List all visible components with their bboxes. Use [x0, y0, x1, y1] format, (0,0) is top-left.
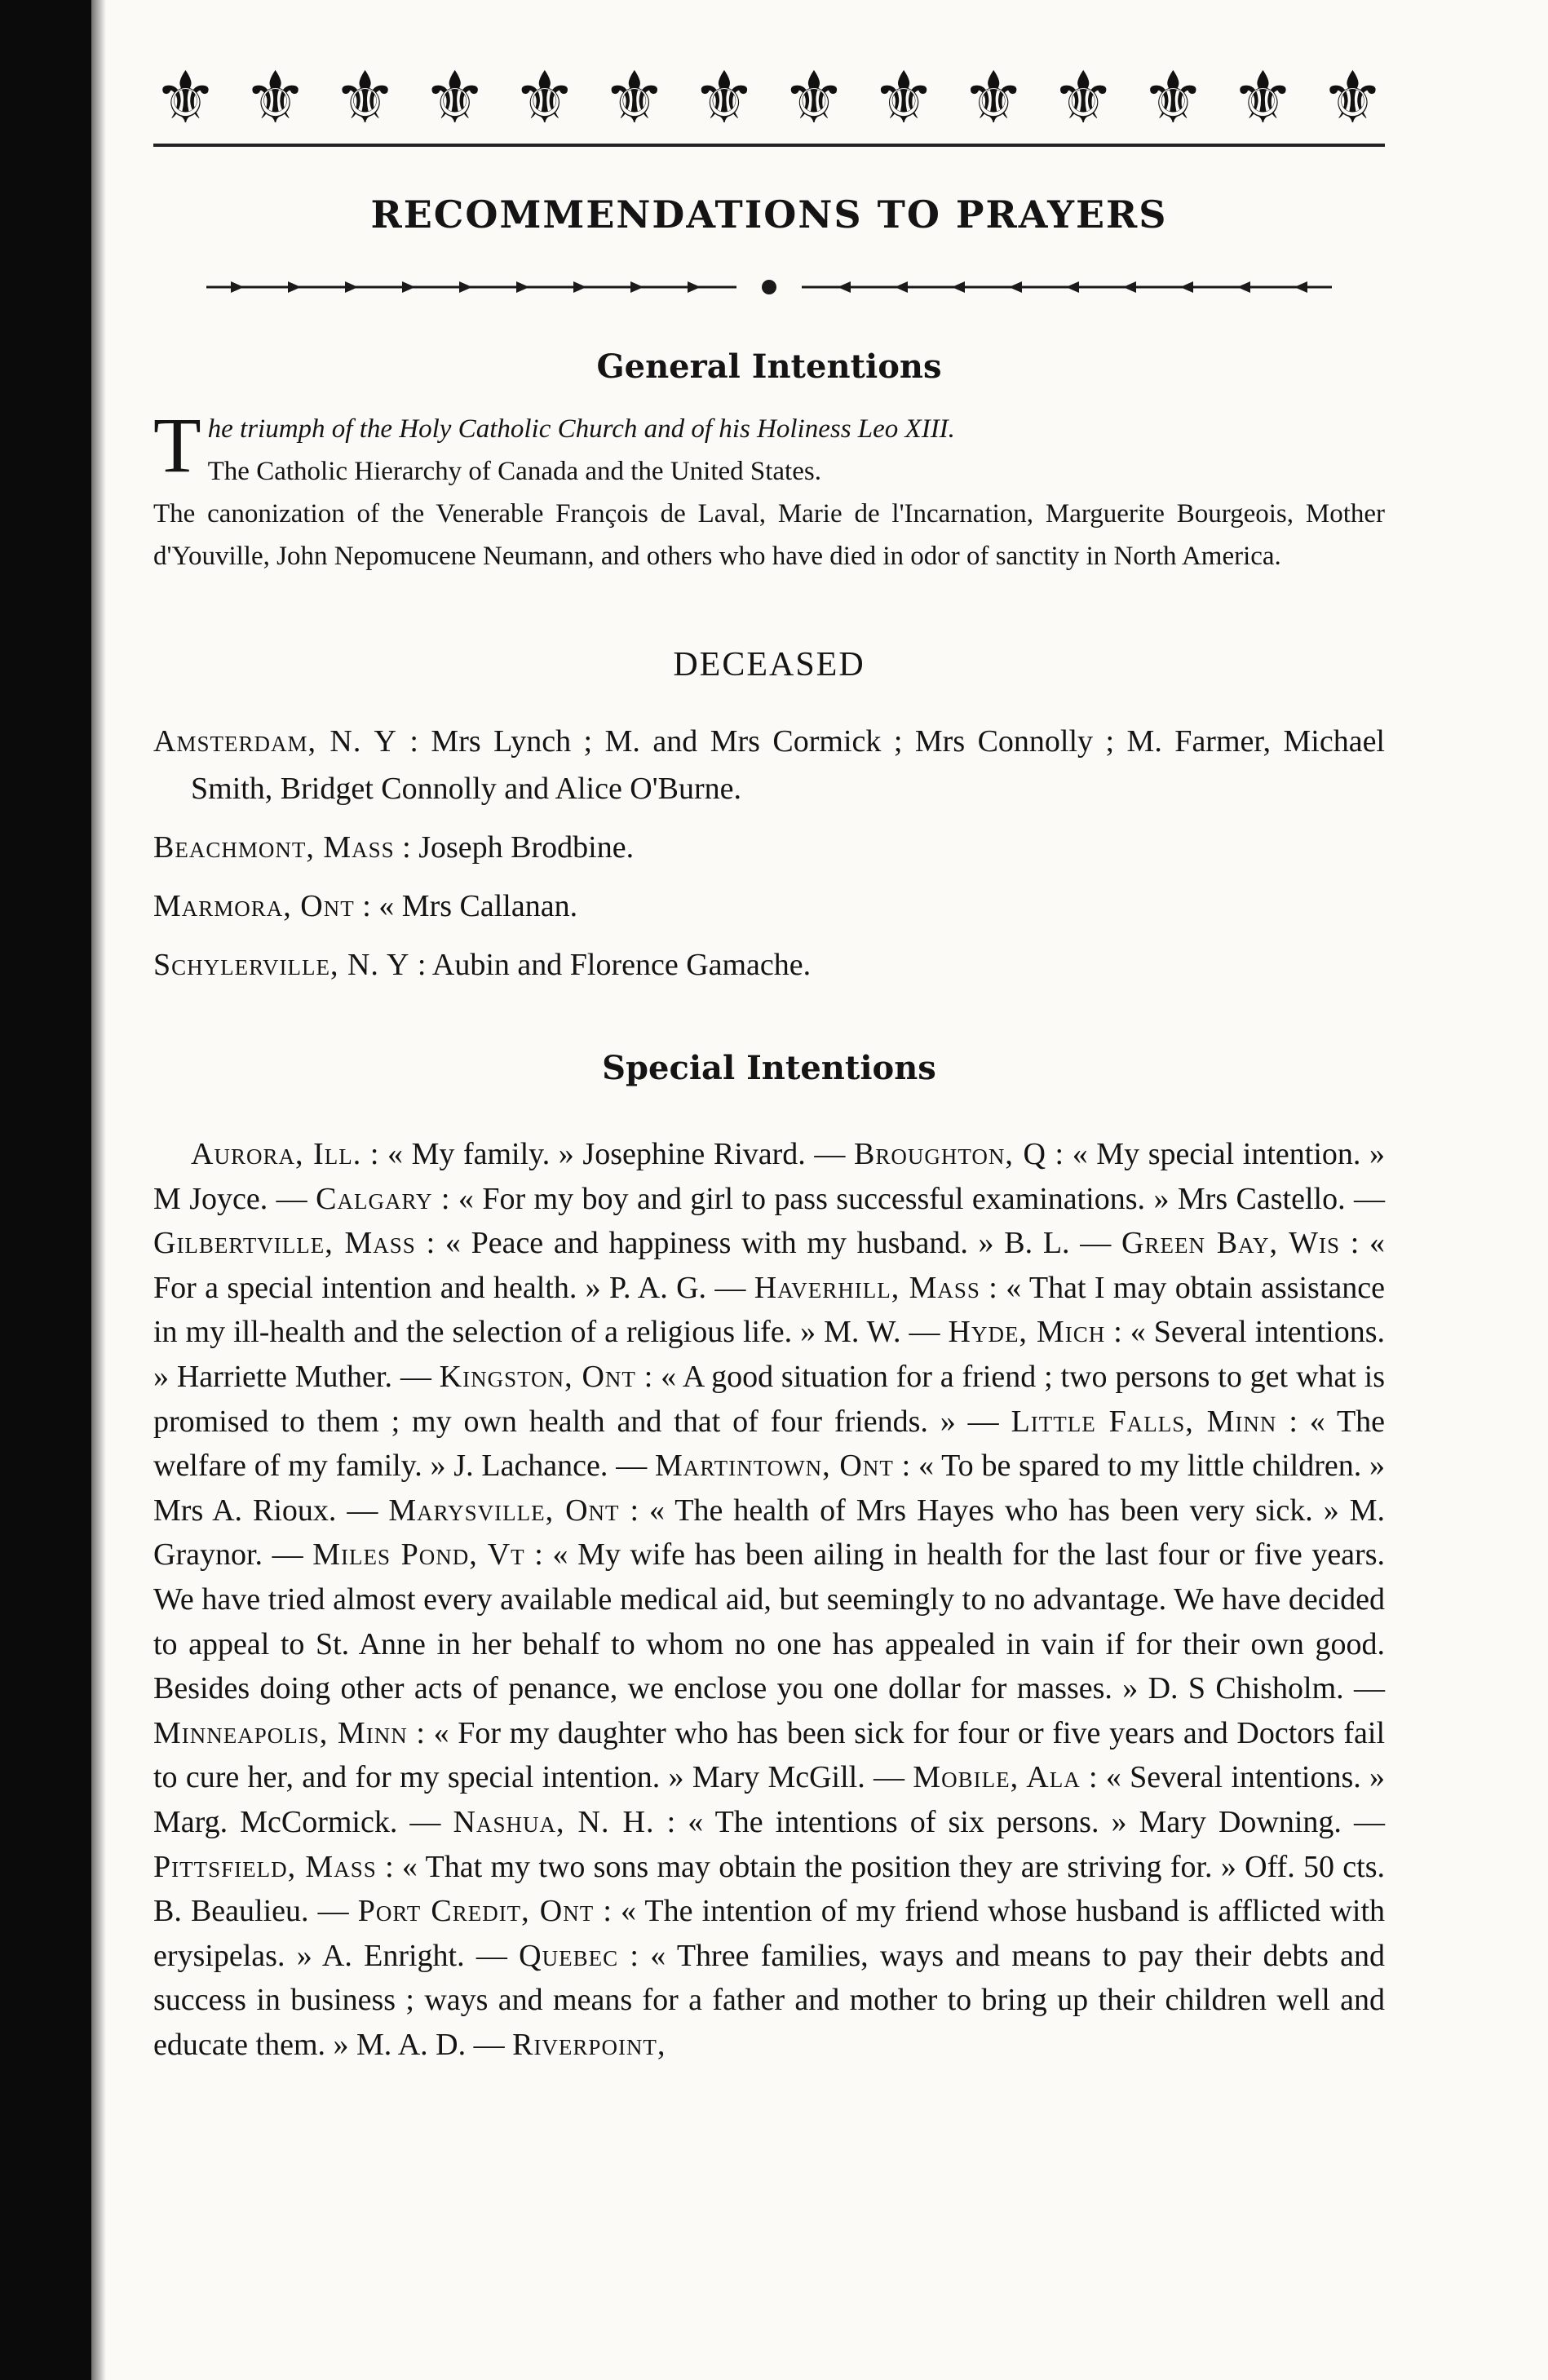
general-line-2: The Catholic Hierarchy of Canada and the United States. — [207, 457, 821, 486]
list-item — [153, 718, 1385, 812]
place-name: Beachmont, Mass — [153, 830, 395, 865]
place-name: Port Credit, Ont — [357, 1894, 595, 1929]
entry-text: : Mrs Lynch ; M. and Mrs Cormick ; Mrs Connolly ; M. Farmer, Michael Smith, Bridget Connolly and Alice O'Burne. — [191, 724, 1385, 806]
deceased-heading: DECEASED — [673, 646, 865, 683]
fleur-de-lis-icon: ⚜ — [781, 55, 847, 139]
fleur-de-lis-icon: ⚜ — [243, 55, 307, 139]
place-name: Kingston, Ont — [439, 1359, 636, 1394]
place-name: Martintown, Ont — [655, 1449, 894, 1484]
list-item — [153, 883, 1385, 930]
entry-text: , — [657, 2027, 666, 2062]
place-name: Aurora, Ill. — [191, 1137, 362, 1171]
entry-text: : « My special intention. » M Joyce. — — [153, 1137, 1385, 1216]
entry-text: : « A good situation for a friend ; two persons to get what is promised to them ; my own health and that of four friends. » — — [153, 1359, 1385, 1439]
place-name: Gilbertville, Mass — [153, 1226, 416, 1261]
ornamental-divider — [153, 279, 1385, 295]
entry-text: : « Mrs Callanan. — [362, 889, 578, 923]
entry-text: : « That my two sons may obtain the position they are striving for. » Off. 50 cts. B. Beaulieu. — — [153, 1849, 1386, 1929]
entry-text: : « Three families, ways and means to pay their debts and success in business ; ways and means for a father and mother to bring up their children well and educate them. » M. A. D. — — [153, 1938, 1386, 2062]
entry-text: : Joseph Brodbine. — [402, 830, 635, 865]
entry-text: : « The intention of my friend whose husband is afflicted with erysipelas. » A. Enright. — — [153, 1894, 1386, 1973]
entry-text: : Aubin and Florence Gamache. — [417, 948, 812, 982]
place-name: Little Falls, Minn — [1011, 1404, 1277, 1439]
header-rule — [153, 144, 1385, 147]
binding-edge — [0, 0, 91, 2380]
fleur-de-lis-icon: ⚜ — [1230, 55, 1295, 139]
fleur-de-lis-icon: ⚜ — [1140, 55, 1205, 139]
entry-text: : « For a special intention and health. » P. A. G. — — [153, 1226, 1386, 1305]
general-intentions — [153, 401, 1385, 577]
place-name: Quebec — [519, 1938, 619, 1973]
general-line-1: T he triumph of the Holy Catholic Church and of his Holiness Leo XIII. — [153, 401, 955, 489]
entry-text: : « Several intentions. » Harriette Muther. — — [153, 1315, 1386, 1394]
list-item — [153, 824, 1385, 871]
entry-text: : « My wife has been ailing in health for the last four or five years. We have tried almost every available medical aid, but seemingly to no advantage. We have decided to appeal to St. Anne in her behalf to whom no one has appealed in vain if for their own good. Besides doing other acts of penance, we enclose you one dollar for masses. » D. S Chisholm. — — [153, 1537, 1385, 1706]
entry-text: : « The intentions of six persons. » Mary Downing. — — [666, 1804, 1386, 1839]
place-name: Green Bay, Wis — [1121, 1226, 1340, 1261]
fleur-de-lis-icon: ⚜ — [333, 55, 398, 139]
entry-text: : « The welfare of my family. » J. Lachance. — — [153, 1404, 1386, 1484]
fleur-de-lis-icon: ⚜ — [1050, 55, 1116, 139]
special-intentions-paragraph — [153, 1132, 1385, 2067]
fleur-de-lis-icon: ⚜ — [602, 55, 667, 139]
entry-text: : « Several intentions. » Marg. McCormick. — — [153, 1760, 1386, 1839]
place-name: Marysville, Ont — [388, 1493, 620, 1528]
fleur-de-lis-icon: ⚜ — [961, 55, 1026, 139]
place-name: Minneapolis, Minn — [153, 1715, 408, 1750]
entry-text: : « To be spared to my little children. » Mrs A. Rioux. — — [153, 1449, 1386, 1528]
place-name: Haverhill, Mass — [754, 1270, 980, 1305]
deceased-list — [153, 718, 1385, 989]
place-name: Riverpoint — [512, 2027, 657, 2062]
fleur-de-lis-border — [153, 57, 1385, 139]
entry-text: : « My family. » Josephine Rivard. — — [369, 1137, 846, 1171]
fleur-de-lis-icon: ⚜ — [1320, 55, 1385, 139]
place-name: Miles Pond, Vt — [312, 1537, 525, 1573]
page — [153, 57, 1385, 2067]
place-name: Mobile, Ala — [913, 1760, 1081, 1795]
place-name: Hyde, Mich — [948, 1315, 1106, 1350]
fleur-de-lis-icon: ⚜ — [422, 55, 488, 139]
entry-text: : « The health of Mrs Hayes who has been very sick. » M. Graynor. — — [153, 1493, 1386, 1573]
place-name: Broughton, Q — [854, 1137, 1046, 1171]
fleur-de-lis-icon: ⚜ — [153, 55, 218, 139]
special-intentions — [153, 1132, 1385, 2067]
place-name: Calgary — [316, 1181, 433, 1216]
list-item — [153, 941, 1385, 989]
fleur-de-lis-icon: ⚜ — [871, 55, 936, 139]
entry-text: : « For my daughter who has been sick for four or five years and Doctors fail to cure her, and for my special intention. » Mary McGill. — — [153, 1715, 1386, 1795]
general-line-3: The canonization of the Venerable François de Laval, Marie de l'Incarnation, Marguerite Bourgeois, Mother d'Youville, John Nepomucene Neumann, and others who have died in odor of sanctity in North America. — [153, 499, 1385, 571]
entry-text: : « That I may obtain assistance in my ill-health and the selection of a religious life. » M. W. — — [153, 1270, 1385, 1350]
entry-text: : « For my boy and girl to pass successful examinations. » Mrs Castello. — — [440, 1181, 1386, 1216]
place-name: Amsterdam, N. Y — [153, 724, 397, 759]
page-title: RECOMMENDATIONS TO PRAYERS — [370, 192, 1168, 237]
fleur-de-lis-icon: ⚜ — [512, 55, 577, 139]
general-intentions-heading: General Intentions — [596, 347, 942, 386]
divider-ornament-icon — [198, 279, 1340, 295]
place-name: Pittsfield, Mass — [153, 1849, 377, 1884]
fleur-de-lis-icon: ⚜ — [692, 55, 757, 139]
general-line-1-text: he triumph of the Holy Catholic Church and of his Holiness Leo XIII. — [207, 414, 955, 444]
entry-text: : « Peace and happiness with my husband. » B. L. — — [426, 1226, 1112, 1261]
place-name: Nashua, N. H. — [453, 1804, 655, 1839]
place-name: Marmora, Ont — [153, 889, 355, 923]
place-name: Schylerville, N. Y — [153, 948, 410, 982]
special-intentions-heading: Special Intentions — [602, 1049, 936, 1087]
